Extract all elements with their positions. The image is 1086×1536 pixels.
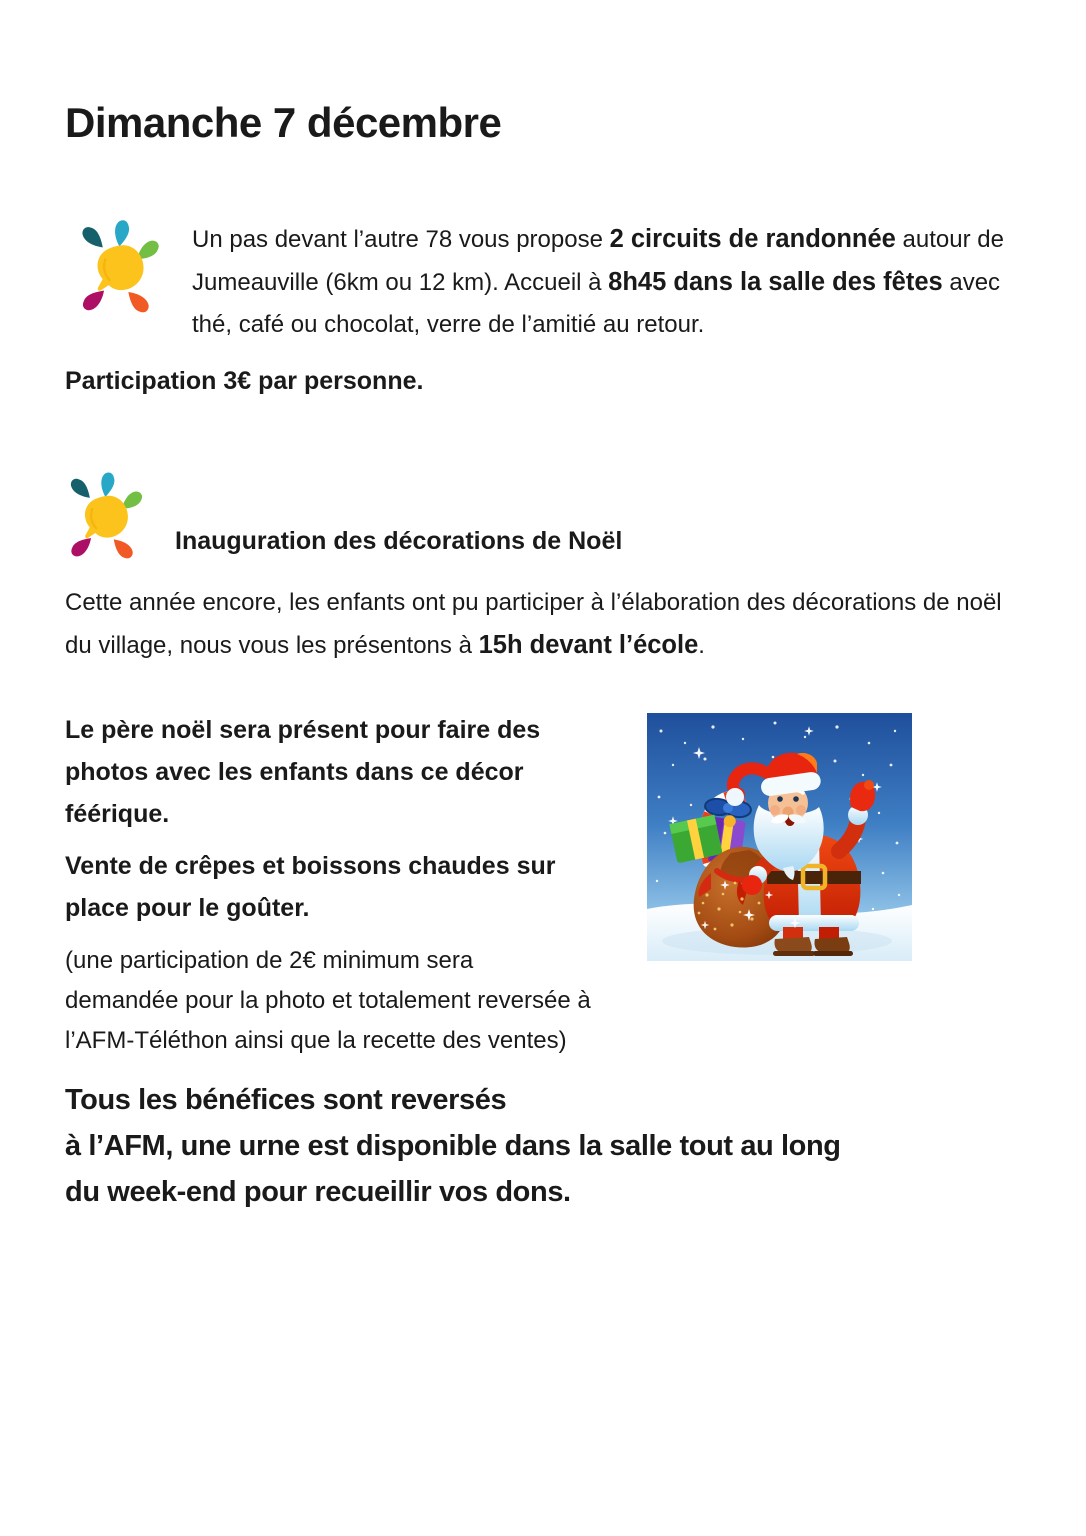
hike-paragraph bbox=[65, 218, 1010, 346]
santa-illustration bbox=[647, 713, 912, 961]
text-run-bold-8h45: 8h45 dans la salle des fêtes bbox=[608, 268, 943, 296]
donation-note-paragraph: (une participation de 2€ minimum sera demandée pour la photo et totalement reversée à l’AFM-Téléthon ainsi que la recette des ventes) bbox=[65, 947, 591, 1054]
santa-text-column bbox=[65, 709, 625, 1061]
benefits-line-3: du week-end pour recueillir vos dons. bbox=[65, 1176, 571, 1208]
benefits-line-1: Tous les bénéfices sont reversés bbox=[65, 1084, 507, 1116]
telethon-splash-icon bbox=[76, 220, 162, 316]
text-run: Un pas devant l’autre 78 vous propose bbox=[192, 226, 610, 253]
benefits-line-2: à l’AFM, une urne est disponible dans la salle tout au long bbox=[65, 1130, 841, 1162]
page-title: Dimanche 7 décembre bbox=[65, 99, 502, 146]
participation-note: Participation 3€ par personne. bbox=[65, 367, 424, 395]
inauguration-paragraph bbox=[65, 582, 1010, 667]
santa-image bbox=[647, 713, 912, 961]
santa-photos-paragraph: Le père noël sera présent pour faire des photos avec les enfants dans ce décor féérique. bbox=[65, 716, 541, 828]
benefits-heading bbox=[65, 1077, 1010, 1215]
inauguration-header bbox=[65, 472, 1010, 562]
text-run: Cette année encore, les enfants ont pu participer à l’élaboration des décorations de noël du village, nous vous les présentons à bbox=[65, 589, 1002, 659]
text-run-bold-15h: 15h devant l’école bbox=[478, 631, 699, 659]
text-run-bold-circuits: 2 circuits de randonnée bbox=[609, 225, 896, 253]
text-run: avec thé, café ou chocolat, verre de l’amitié au retour. bbox=[192, 269, 1001, 338]
sales-paragraph: Vente de crêpes et boissons chaudes sur place pour le goûter. bbox=[65, 852, 556, 922]
text-run: . bbox=[698, 632, 705, 659]
hike-section bbox=[65, 218, 1010, 346]
text-run: autour de Jumeauville (6km ou 12 km). Accueil à bbox=[192, 226, 1004, 296]
telethon-splash-icon bbox=[65, 472, 145, 562]
inauguration-heading: Inauguration des décorations de Noël bbox=[175, 527, 623, 555]
santa-section bbox=[65, 709, 1010, 1061]
